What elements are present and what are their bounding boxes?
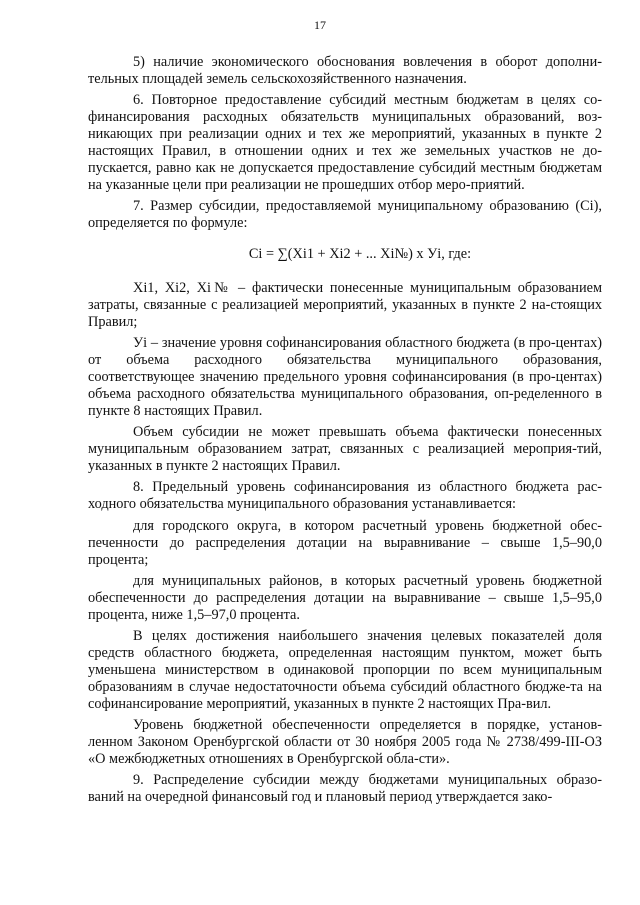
document-body: [88, 54, 602, 811]
paragraph-budget-provision-level: Уровень бюджетной обеспеченности определяется в порядке, установ-ленном Законом Оренбургской области от 30 ноября 2005 года № 2738/499-III-ОЗ «О межбюджетных отношениях в Оренбургской обла-сти».: [88, 717, 602, 768]
paragraph-9-distribution: 9. Распределение субсидии между бюджетами муниципальных образо-ваний на очередной финансовый год и плановый период утверждается зако-: [88, 772, 602, 806]
paragraph-target-indicators: В целях достижения наибольшего значения целевых показателей доля средств областного бюджета, определенная настоящим пунктом, может быть уменьшена министерством в одинаковой пропорции по всем муниципальным образованиям в случае недостаточности объема субсидий областного бюдже-та на софинансирование мероприятий, указанных в пункте 2 настоящих Пра-вил.: [88, 628, 602, 712]
paragraph-formula-y-definition: Уi – значение уровня софинансирования областного бюджета (в про-центах) от объема расходного обязательства муниципального образования, соответствующее значению предельного уровня софинансирования (в про-центах) объема расходного обязательства муниципального образования, оп-ределенного в пункте 8 настоящих Правил.: [88, 335, 602, 419]
paragraph-6-repeated-subsidies: 6. Повторное предоставление субсидий местным бюджетам в целях со-финансирования расходных обязательств муниципальных образований, воз-никающих при реализации одних и тех же мероприятий, указанных в пункте 2 настоящих Правил, в отношении одних и тех же земельных участков не до-пускается, равно как не допускается предоставление субсидий местным бюджетам на указанные цели при реализации не прошедших отбор меро-приятий.: [88, 92, 602, 193]
subsidy-formula: Ci = ∑(Xi1 + Xi2 + ... Xi№) х Уi, где:: [248, 246, 472, 263]
paragraph-municipal-districts: для муниципальных районов, в которых расчетный уровень бюджетной обеспеченности до распределения дотации на выравнивание – свыше 1,5–95,0 процента, ниже 1,5–97,0 процента.: [88, 572, 602, 623]
paragraph-city-district: для городского округа, в котором расчетный уровень бюджетной обес-печенности до распределения дотации на выравнивание – свыше 1,5–90,0 процента;: [88, 517, 602, 568]
paragraph-5-economic-justification: 5) наличие экономического обоснования вовлечения в оборот дополни-тельных площадей земель сельскохозяйственного назначения.: [88, 54, 602, 87]
paragraph-8-cofinancing-level: 8. Предельный уровень софинансирования из областного бюджета рас-ходного обязательства муниципального образования устанавливается:: [88, 479, 602, 513]
paragraph-7-subsidy-size: 7. Размер субсидии, предоставляемой муниципальному образованию (Ci), определяется по формуле:: [88, 198, 602, 232]
paragraph-subsidy-limit: Объем субсидии не может превышать объема фактически понесенных муниципальным образованием затрат, связанных с реализацией мероприя-тий, указанных в пункте 2 настоящих Правил.: [88, 424, 602, 475]
paragraph-formula-x-definition: Xi1, Xi2, Xi№ – фактически понесенные муниципальным образованием затраты, связанные с реализацией мероприятий, указанных в пункте 2 на-стоящих Правил;: [88, 279, 602, 330]
page-number: 17: [314, 18, 326, 32]
